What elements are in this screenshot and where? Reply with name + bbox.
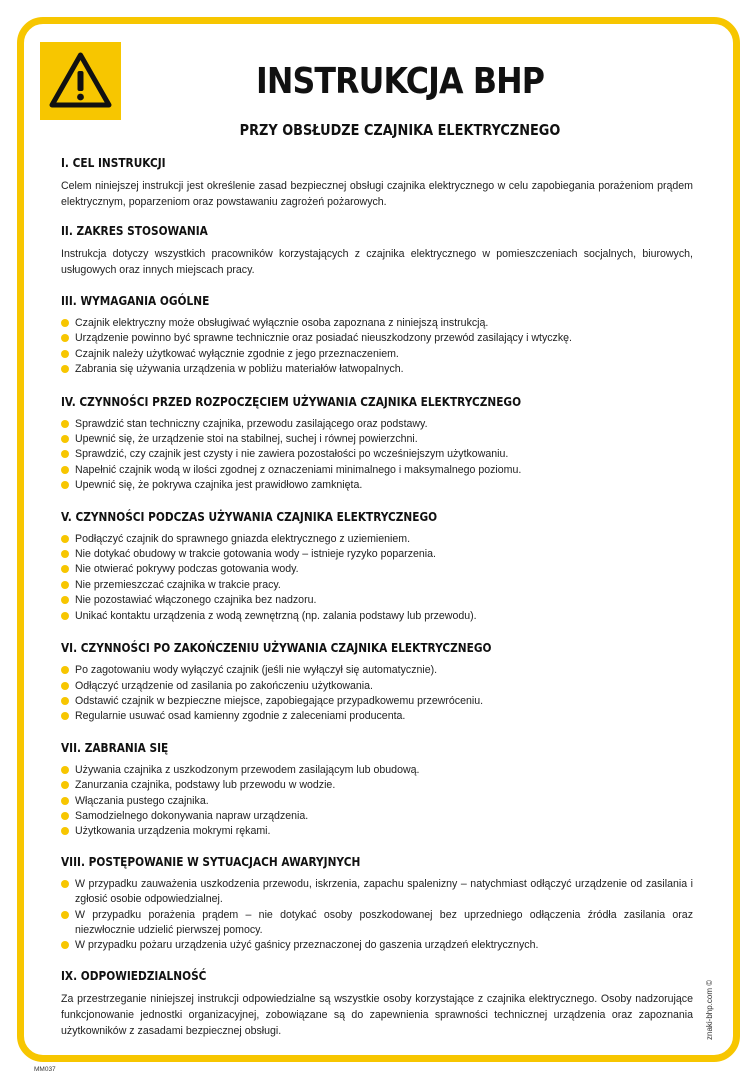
list-item-text: Użytkowania urządzenia mokrymi rękami. [75,825,271,838]
section-heading: III. WYMAGANIA OGÓLNE [61,294,210,308]
page-title: INSTRUKCJA BHP [255,61,545,102]
bullet-list [61,763,693,840]
list-item [61,447,693,462]
list-item [61,938,693,953]
list-item-text: Po zagotowaniu wody wyłączyć czajnik (jeśli nie wyłączył się automatycznie). [75,664,438,677]
list-item [61,362,693,377]
list-item [61,663,693,678]
list-item [61,809,693,824]
warning-triangle-icon [48,51,113,111]
list-item [61,778,693,793]
list-item [61,578,693,593]
copyright-text: znaki-bhp.com © [705,979,714,1040]
list-item [61,877,693,908]
list-item-text: Sprawdzić stan techniczny czajnika, przewodu zasilającego oraz podstawy. [75,417,428,430]
bullet-dot-icon [61,712,69,720]
section-heading: VIII. POSTĘPOWANIE W SYTUACJACH AWARYJNYCH [61,854,361,869]
list-item [61,709,693,724]
bullet-dot-icon [61,682,69,690]
list-item-text: Odłączyć urządzenie od zasilania po zakończeniu użytkowania. [75,679,373,692]
bullet-dot-icon [61,827,69,835]
list-item-text: Nie dotykać obudowy w trakcie gotowania wody – istnieje ryzyko poparzenia. [75,548,436,561]
bullet-list [61,316,693,378]
list-item-text: W przypadku zauważenia uszkodzenia przewodu, iskrzenia, zapachu spalenizny – natychmiast odłączyć urządzenie od zasilania i zgłosić osobie odpowiedzialnej. [75,877,693,906]
section-5 [61,509,693,624]
list-item-text: Sprawdzić, czy czajnik jest czysty i nie zawiera pozostałości po wcześniejszym użytkowaniu. [75,448,509,461]
sign-code: MM037 [34,1066,56,1073]
bullet-dot-icon [61,911,69,919]
bullet-dot-icon [61,319,69,327]
list-item [61,417,693,432]
list-item-text: Podłączyć czajnik do sprawnego gniazda elektrycznego z uziemieniem. [75,532,411,545]
bullet-dot-icon [61,535,69,543]
list-item-text: Napełnić czajnik wodą w ilości zgodnej z oznaczeniami minimalnego i maksymalnego poziomu. [75,463,522,476]
list-item [61,593,693,608]
section-heading: IV. CZYNNOŚCI PRZED ROZPOCZĘCIEM UŻYWANIA CZAJNIKA ELEKTRYCZNEGO [61,394,522,409]
section-9 [61,968,693,1039]
bullet-dot-icon [61,334,69,342]
list-item [61,562,693,577]
list-item [61,463,693,478]
bullet-list [61,417,693,494]
bullet-dot-icon [61,781,69,789]
list-item-text: Unikać kontaktu urządzenia z wodą zewnętrzną (np. zalania podstawy lub przewodu). [75,609,477,622]
bullet-dot-icon [61,565,69,573]
list-item-text: Nie pozostawiać włączonego czajnika bez nadzoru. [75,594,317,607]
list-item-text: Używania czajnika z uszkodzonym przewodem zasilającym lub obudową. [75,763,420,776]
list-item-text: Regularnie usuwać osad kamienny zgodnie z zaleceniami producenta. [75,710,406,723]
page-subtitle: PRZY OBSŁUDZE CZAJNIKA ELEKTRYCZNEGO [239,121,561,139]
list-item [61,347,693,362]
list-item-text: Upewnić się, że pokrywa czajnika jest prawidłowo zamknięta. [75,479,363,492]
bullet-list [61,532,693,624]
list-item [61,763,693,778]
list-item [61,609,693,624]
bullet-dot-icon [61,880,69,888]
bullet-dot-icon [61,450,69,458]
bullet-dot-icon [61,420,69,428]
list-item-text: Nie otwierać pokrywy podczas gotowania wody. [75,563,299,576]
section-text: Celem niniejszej instrukcji jest określenie zasad bezpiecznej obsługi czajnika elektrycznego w celu zapobiegania porażeniom prądem elektrycznym, poparzeniom oraz powstawaniu zagrożeń pożarowych. [61,180,693,208]
list-item [61,824,693,839]
bullet-dot-icon [61,812,69,820]
list-item-text: Odstawić czajnik w bezpieczne miejsce, zapobiegające przypadkowemu przewróceniu. [75,694,484,707]
list-item [61,331,693,346]
bullet-dot-icon [61,697,69,705]
section-4 [61,394,693,494]
list-item-text: Zanurzania czajnika, podstawy lub przewodu w wodzie. [75,779,336,792]
list-item-text: Czajnik należy użytkować wyłącznie zgodnie z jego przeznaczeniem. [75,347,399,360]
list-item [61,432,693,447]
bullet-dot-icon [61,666,69,674]
section-6 [61,640,693,725]
bullet-dot-icon [61,435,69,443]
list-item-text: Upewnić się, że urządzenie stoi na stabilnej, suchej i równej powierzchni. [75,433,418,446]
instruction-content [61,155,693,1039]
list-item-text: Zabrania się używania urządzenia w pobliżu materiałów łatwopalnych. [75,363,404,376]
section-7 [61,740,693,840]
section-heading: IX. ODPOWIEDZIALNOŚĆ [61,968,207,983]
list-item-text: Włączania pustego czajnika. [75,794,209,807]
section-8 [61,854,693,954]
list-item [61,532,693,547]
bullet-dot-icon [61,550,69,558]
section-heading: II. ZAKRES STOSOWANIA [61,224,208,238]
list-item-text: W przypadku pożaru urządzenia użyć gaśnicy przeznaczonej do gaszenia urządzeń elektrycznych. [75,939,539,952]
list-item-text: Samodzielnego dokonywania napraw urządzenia. [75,809,309,822]
section-heading: V. CZYNNOŚCI PODCZAS UŻYWANIA CZAJNIKA ELEKTRYCZNEGO [61,509,438,524]
list-item [61,694,693,709]
bullet-dot-icon [61,466,69,474]
bullet-dot-icon [61,797,69,805]
section-heading: VI. CZYNNOŚCI PO ZAKOŃCZENIU UŻYWANIA CZAJNIKA ELEKTRYCZNEGO [61,641,492,656]
list-item [61,547,693,562]
list-item [61,908,693,939]
section-3 [61,293,693,378]
bullet-dot-icon [61,581,69,589]
bullet-dot-icon [61,481,69,489]
section-heading: I. CEL INSTRUKCJI [61,156,166,170]
section-text: Za przestrzeganie niniejszej instrukcji odpowiedzialne są wszystkie osoby korzystające z czajnika elektrycznego. Osoby nadzorujące funkcjonowanie jednostki organizacyjnej, zobowiązane są do zapewnienia sprawności technicznej urządzenia oraz zapoznania użytkowników z zasadami bezpiecznej obsługi. [61,992,693,1037]
section-2 [61,223,693,278]
list-item-text: Urządzenie powinno być sprawne technicznie oraz posiadać nieuszkodzony przewód zasilający i wtyczkę. [75,332,572,345]
list-item-text: W przypadku porażenia prądem – nie dotykać osoby poszkodowanej bez uprzedniego odłączenia źródła zasilania oraz niezwłocznie udzielić pierwszej pomocy. [75,908,693,936]
bullet-dot-icon [61,350,69,358]
bullet-dot-icon [61,365,69,373]
list-item [61,794,693,809]
list-item-text: Czajnik elektryczny może obsługiwać wyłącznie osoba zapoznana z niniejszą instrukcją. [75,317,489,329]
section-heading: VII. ZABRANIA SIĘ [61,740,169,755]
list-item [61,316,693,331]
bullet-list [61,663,693,725]
list-item [61,679,693,694]
bullet-dot-icon [61,766,69,774]
bullet-dot-icon [61,941,69,949]
bullet-dot-icon [61,596,69,604]
list-item [61,478,693,493]
section-text: Instrukcja dotyczy wszystkich pracowników korzystających z czajnika elektrycznego w pomieszczeniach socjalnych, biurowych, usługowych oraz innych miejscach pracy. [61,248,693,276]
bullet-list [61,877,693,954]
warning-box [40,42,121,120]
bullet-dot-icon [61,612,69,620]
list-item-text: Nie przemieszczać czajnika w trakcie pracy. [75,578,281,591]
section-1 [61,155,693,210]
